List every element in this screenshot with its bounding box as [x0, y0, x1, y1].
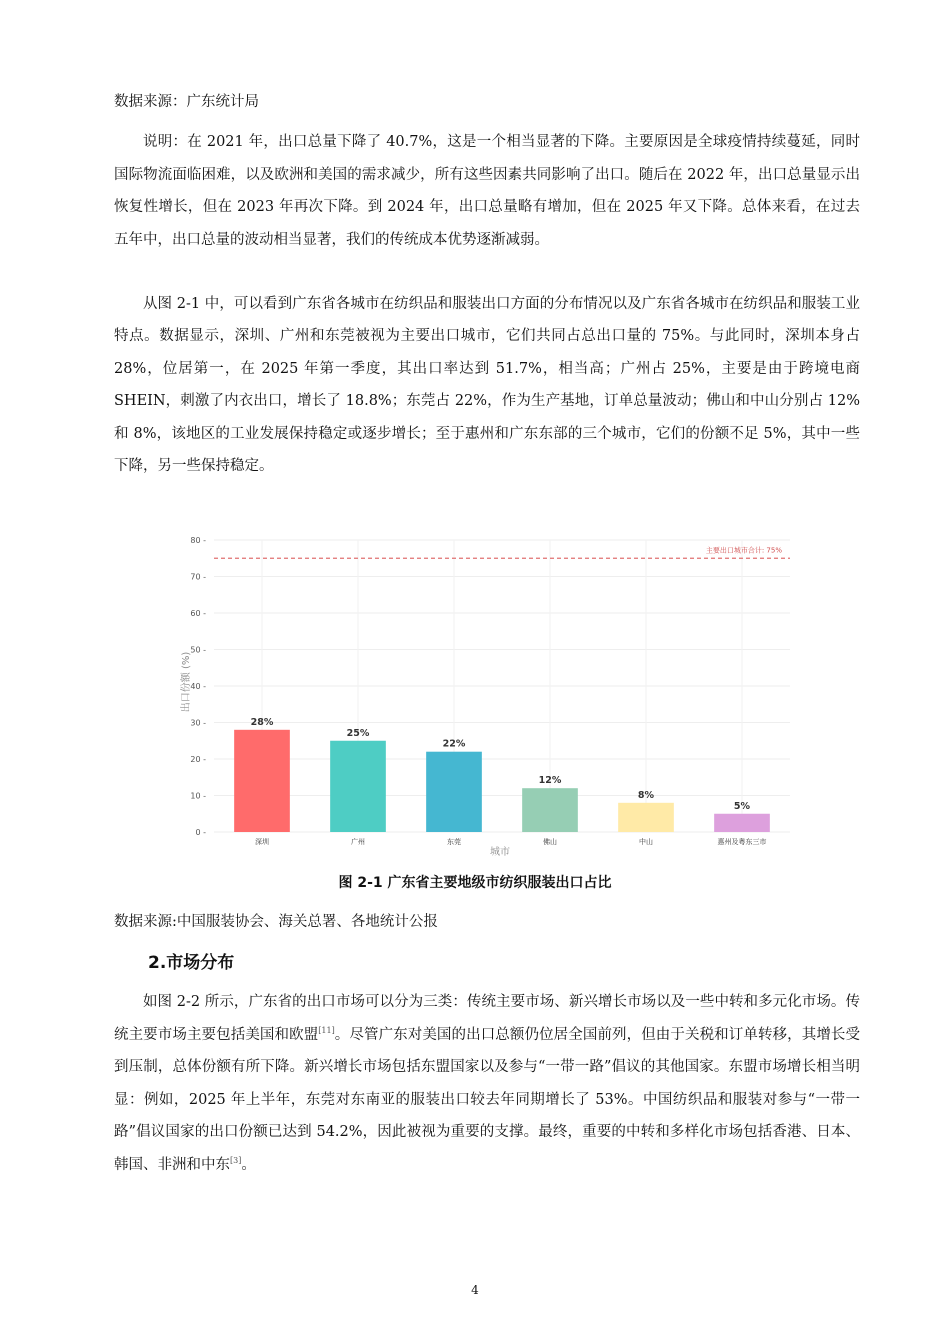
y-tick-label-5: 50 -	[190, 645, 206, 655]
y-tick-label-1: 10 -	[190, 791, 206, 801]
bar-value-label-1: 25%	[346, 727, 370, 739]
data-source-statistics-bureau: 数据来源：广东统计局	[114, 94, 259, 110]
bar-1	[330, 741, 386, 832]
page-number: 4	[471, 1283, 479, 1297]
bar-4	[618, 803, 674, 832]
x-tick-label-1: 广州	[351, 838, 365, 846]
reference-line-group	[214, 545, 790, 558]
x-tick-label-2: 东莞	[447, 838, 461, 846]
data-source-figure: 数据来源:中国服装协会、海关总署、各地统计公报	[114, 914, 438, 930]
city-export-share-chart	[170, 536, 795, 862]
bar-2	[426, 752, 482, 832]
section-heading-market-distribution: 2.市场分布	[148, 953, 235, 973]
bar-3	[522, 788, 578, 832]
bar-0	[234, 730, 290, 832]
bar-value-label-0: 28%	[250, 716, 274, 728]
x-tick-label-3: 佛山	[543, 838, 557, 846]
y-tick-label-6: 60 -	[190, 609, 206, 618]
chart-y-axis-label: 出口份额 (%)	[181, 651, 192, 713]
reference-line-label: 主要出口城市合计: 75%	[705, 546, 782, 555]
bar-5	[714, 814, 770, 832]
y-tick-label-3: 30 -	[190, 718, 206, 728]
market-text-part-2: 。尽管广东对美国的出口总额仍位居全国前列，但由于关税和订单转移，其增长受到压制，总体份额有所下降。新兴增长市场包括东盟国家以及参与“一带一路”倡议的其他国家。东盟市场增长相当明显：例如，2025 年上半年，东莞对东南亚的服装出口较去年同期增长了 53%。中国纺织品和服装对参与“一带一路”倡议国家的出口份额已达到 54.2%，因此被视为重要的支撑。最终，重要的中转和多样化市场包括香港、日本、韩国、非洲和中东	[114, 1026, 860, 1173]
chart-x-axis-label: 城市	[490, 847, 510, 858]
x-tick-label-0: 深圳	[255, 838, 269, 846]
y-tick-label-0: 0 -	[195, 828, 206, 837]
bar-value-label-4: 8%	[637, 789, 655, 801]
chart-bars	[234, 717, 770, 832]
y-tick-label-7: 70 -	[190, 572, 206, 582]
bar-value-label-5: 5%	[733, 800, 751, 812]
market-text-part-3: 。	[241, 1156, 256, 1173]
citation-ref-3[interactable]: [3]	[230, 1156, 242, 1166]
paragraph-market-distribution	[114, 986, 860, 1182]
x-tick-label-5: 惠州及粤东三市	[717, 838, 767, 846]
chart-gridlines	[214, 540, 790, 832]
paragraph-city-distribution: 从图 2-1 中，可以看到广东省各城市在纺织品和服装出口方面的分布情况以及广东省各城市在纺织品和服装工业特点。数据显示，深圳、广州和东莞被视为主要出口城市，它们共同占总出口量的 75%。与此同时，深圳本身占 28%，位居第一，在 2025 年第一季度，其出口率达到 51.7%，相当高；广州占 25%，主要是由于跨境电商 SHEIN，刺激了内衣出口，增长了 18.8%；东莞占 22%，作为生产基地，订单总量波动；佛山和中山分别占 12%和 8%，该地区的工业发展保持稳定或逐步增长；至于惠州和广东东部的三个城市，它们的份额不足 5%，其中一些下降，另一些保持稳定。	[114, 296, 860, 475]
figure-caption: 图 2-1 广东省主要地级市纺织服装出口占比	[338, 875, 612, 891]
paragraph-export-explanation: 说明：在 2021 年，出口总量下降了 40.7%，这是一个相当显著的下降。主要原因是全球疫情持续蔓延，同时国际物流面临困难，以及欧洲和美国的需求减少，所有这些因素共同影响了出口。随后在 2022 年，出口总量显示出恢复性增长，但在 2023 年再次下降。到 2024 年，出口总量略有增加，但在 2025 年又下降。总体来看，在过去五年中，出口总量的波动相当显著，我们的传统成本优势逐渐减弱。	[114, 134, 860, 248]
market-text-part-1: 如图 2-2 所示，广东省的出口市场可以分为三类：传统主要市场、新兴增长市场以及一些中转和多元化市场。传统主要市场主要包括美国和欧盟	[114, 994, 860, 1043]
citation-ref-11[interactable]: [11]	[318, 1025, 335, 1035]
y-tick-label-2: 20 -	[190, 755, 206, 764]
y-tick-label-4: 40 -	[190, 682, 206, 691]
bar-value-label-3: 12%	[538, 775, 562, 787]
x-tick-label-4: 中山	[639, 838, 653, 846]
chart-x-axis	[255, 837, 767, 846]
bar-value-label-2: 22%	[442, 738, 466, 750]
y-tick-label-8: 80 -	[190, 536, 206, 545]
chart-y-axis	[190, 536, 206, 837]
